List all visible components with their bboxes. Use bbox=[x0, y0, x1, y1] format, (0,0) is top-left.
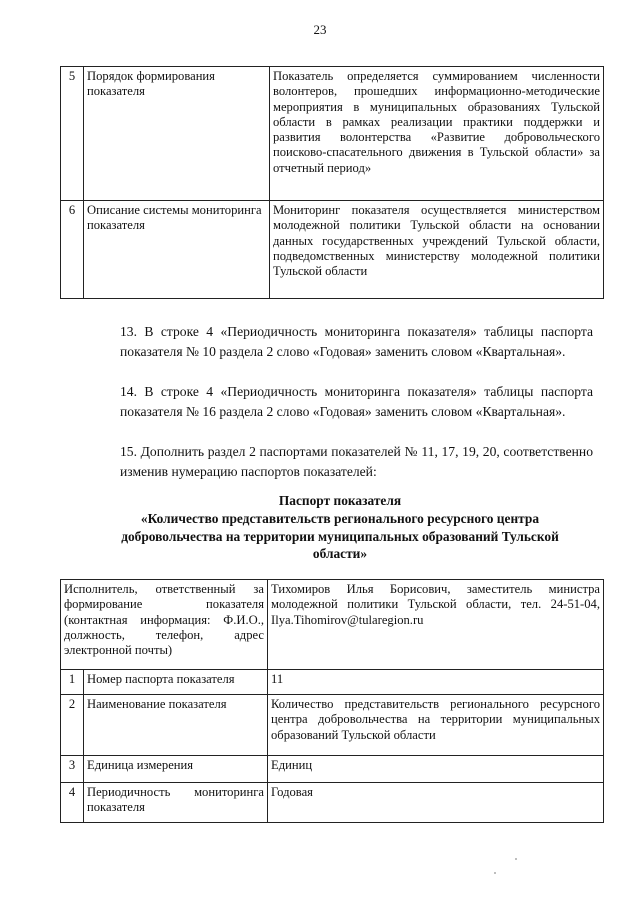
row-label: Описание системы мониторинга показателя bbox=[84, 201, 270, 299]
table-row bbox=[61, 783, 604, 823]
row-value: Мониторинг показателя осуществляется министерством молодежной политики Тульской области на основании данных государственных учреждений Тульской области, подведомственных министерству молодежной политики Тульской области bbox=[270, 201, 604, 299]
row-number: 5 bbox=[61, 67, 84, 201]
paragraph-14: 14. В строке 4 «Периодичность мониторинга показателя» таблицы паспорта показателя № 16 раздела 2 слово «Годовая» заменить словом «Квартальная». bbox=[120, 384, 593, 419]
row-value: Единиц bbox=[268, 756, 604, 783]
table-row bbox=[61, 756, 604, 783]
table-row bbox=[61, 695, 604, 756]
row-value: Годовая bbox=[268, 783, 604, 823]
row-label: Порядок формирования показателя bbox=[84, 67, 270, 201]
responsible-label: Исполнитель, ответственный за формирование показателя (контактная информация: Ф.И.О., должность, телефон, адрес электронной почты) bbox=[61, 580, 268, 670]
passport-heading: Паспорт показателя bbox=[278, 493, 402, 508]
passport-table bbox=[60, 579, 604, 823]
row-label: Единица измерения bbox=[84, 756, 268, 783]
row-number: 2 bbox=[61, 695, 84, 756]
passport-indicator-name: «Количество представительств регионального ресурсного центра добровольчества на территории муниципальных образований Тульской области» bbox=[121, 510, 559, 562]
row-value: 11 bbox=[268, 670, 604, 695]
page-number: 23 bbox=[313, 22, 327, 37]
paragraph-15: 15. Дополнить раздел 2 паспортами показателей № 11, 17, 19, 20, соответственно изменив нумерацию паспортов показателей: bbox=[120, 444, 593, 479]
scan-speck bbox=[515, 858, 517, 860]
row-label: Номер паспорта показателя bbox=[84, 670, 268, 695]
row-number: 6 bbox=[61, 201, 84, 299]
scan-speck bbox=[494, 872, 496, 874]
table-row bbox=[61, 580, 604, 670]
row-number: 1 bbox=[61, 670, 84, 695]
responsible-value: Тихомиров Илья Борисович, заместитель министра молодежной политики Тульской области, тел. 24-51-04, Ilya.Tihomirov@tularegion.ru bbox=[268, 580, 604, 670]
table-row bbox=[61, 201, 604, 299]
row-label: Наименование показателя bbox=[84, 695, 268, 756]
indicator-table-continued bbox=[60, 66, 604, 299]
row-number: 4 bbox=[61, 783, 84, 823]
table-row bbox=[61, 670, 604, 695]
row-value: Количество представительств регионального ресурсного центра добровольчества на территории муниципальных образований Тульской области bbox=[268, 695, 604, 756]
paragraph-13: 13. В строке 4 «Периодичность мониторинга показателя» таблицы паспорта показателя № 10 раздела 2 слово «Годовая» заменить словом «Квартальная». bbox=[120, 324, 593, 359]
row-number: 3 bbox=[61, 756, 84, 783]
passport-title bbox=[80, 492, 600, 563]
row-value: Показатель определяется суммированием численности волонтеров, прошедших информационно-методические мероприятия в муниципальных образованиях Тульской области в рамках реализации практики поддержки и развития волонтерства «Развитие добровольческого поисково-спасательного движения в Тульской области» за отчетный период» bbox=[270, 67, 604, 201]
row-label: Периодичность мониторинга показателя bbox=[84, 783, 268, 823]
table-row bbox=[61, 67, 604, 201]
